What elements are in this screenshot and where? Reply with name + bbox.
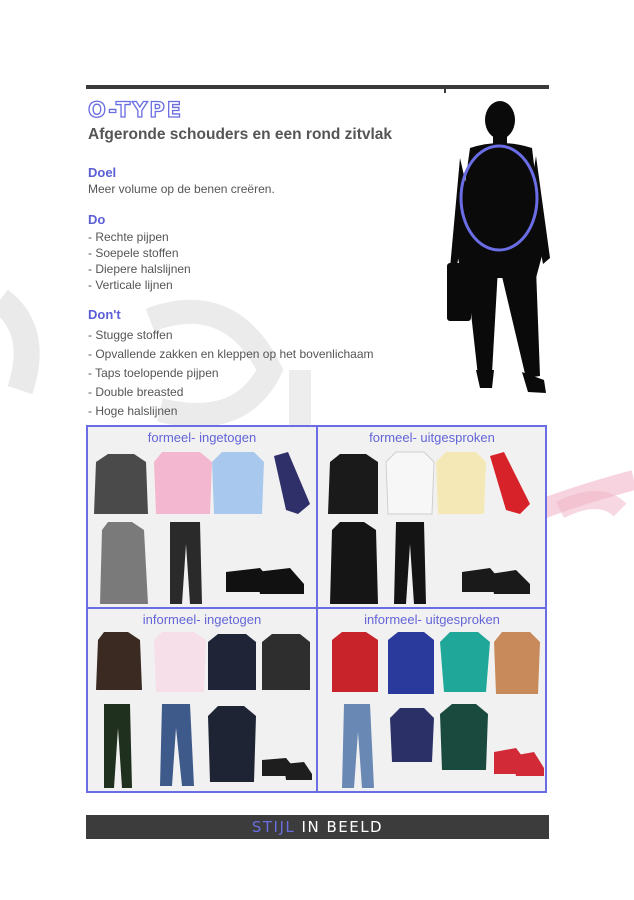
list-item: - Taps toelopende pijpen [88,366,219,380]
shoes-icon [462,568,530,594]
shirt-blue-icon [212,452,264,514]
list-item: - Double breasted [88,385,184,399]
cell-label-informeel-uitgesproken: informeel- uitgesproken [364,612,500,627]
tie-icon [274,452,310,514]
type-title: O-TYPE [88,98,184,122]
footer-brand-in-beeld: IN BEELD [301,818,384,836]
shirt-cream-icon [436,452,486,514]
shirt-check-icon [154,632,206,692]
top-rule-tick [444,85,446,93]
list-item: - Hoge halslijnen [88,404,178,418]
list-item: - Soepele stoffen [88,246,179,260]
list-item: - Rechte pijpen [88,230,169,244]
tie-red-icon [490,452,530,514]
body-silhouette [440,98,555,398]
grid-divider-vertical [316,425,318,793]
cell-label-formeel-uitgesproken: formeel- uitgesproken [369,430,495,445]
cell-label-informeel-ingetogen: informeel- ingetogen [142,612,262,627]
do-heading: Do [88,212,106,227]
footer-brand-stijl: STIJL [251,818,296,836]
cardigan-red-trim-icon [262,634,310,690]
shirt-stripe-icon [494,632,540,694]
trousers-icon [394,522,426,604]
blazer-black-icon [328,454,378,514]
sneakers-red-icon [494,748,544,776]
shoes-icon [226,568,304,594]
top-rule [86,85,549,89]
dont-heading: Don't [88,307,121,322]
jacket-green-icon [440,704,488,770]
cardigan-red-icon [332,632,378,692]
coat-black-icon [330,522,378,604]
coat-grey-icon [100,522,148,604]
list-item: - Stugge stoffen [88,328,173,342]
doel-text: Meer volume op de benen creëren. [88,182,275,196]
informeel-ingetogen-items [90,628,316,790]
blazer-brown-icon [96,632,142,690]
polo-navy-icon [390,708,434,762]
jacket-vest-icon [208,706,256,782]
shirt-pink-icon [154,452,212,514]
list-item: - Verticale lijnen [88,278,173,292]
formeel-ingetogen-items [90,448,316,606]
formeel-uitgesproken-items [320,448,546,606]
grid-divider-horizontal [86,607,547,609]
informeel-uitgesproken-items [320,628,546,790]
do-list [88,229,191,293]
list-item: - Diepere halslijnen [88,262,191,276]
trousers-icon [170,522,202,604]
sweater-teal-icon [440,632,490,692]
shoes-icon [262,758,312,780]
footer-brand [86,815,549,839]
shirt-white-icon [386,452,434,514]
cell-label-formeel-ingetogen: formeel- ingetogen [147,430,257,445]
doel-heading: Doel [88,165,117,180]
dont-list [88,326,374,421]
list-item: - Opvallende zakken en kleppen op het bovenlichaam [88,347,374,361]
jeans-light-icon [342,704,374,788]
page-subtitle: Afgeronde schouders en een rond zitvlak [88,126,393,143]
trousers-green-icon [104,704,132,788]
cardigan-navy-icon [208,634,256,690]
blazer-grey-icon [94,454,148,514]
jeans-icon [160,704,194,786]
sweater-blue-icon [388,632,434,694]
